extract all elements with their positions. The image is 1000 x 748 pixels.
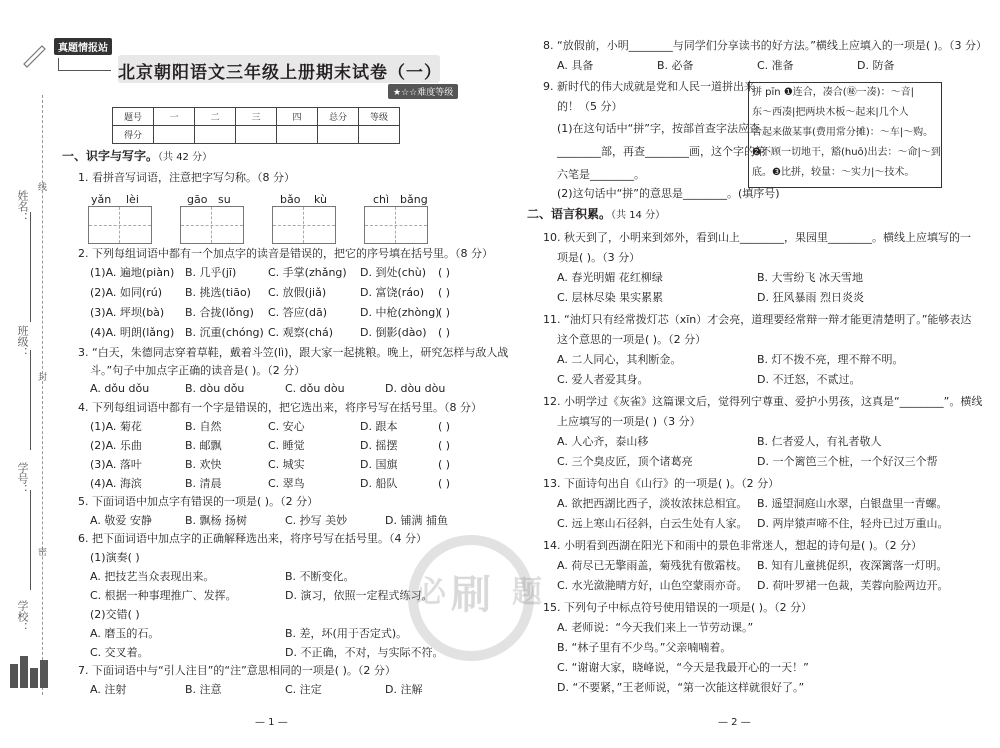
score-header-row <box>113 108 400 126</box>
pinyin: gāo <box>187 193 208 206</box>
q15: 15. 下列句子中标点符号使用错误的一项是( )。（2 分） <box>543 601 813 614</box>
option: C. 观察(chá) <box>268 326 334 339</box>
option: B. “林子里有不少鸟。”父亲喃喃着。 <box>557 641 732 654</box>
score-input-cell[interactable] <box>318 126 359 144</box>
option: B. 仁者爱人，有礼者敬人 <box>757 435 882 448</box>
option: A. 把技艺当众表现出来。 <box>90 570 215 583</box>
pinyin: bǎo <box>280 193 301 206</box>
option: B. 大雪纷飞 冰天雪地 <box>757 271 864 284</box>
option: D. 荷叶罗裙一色裁，芙蓉向脸两边开。 <box>757 579 949 592</box>
score-cell: 四 <box>277 108 318 126</box>
option: C. 翠鸟 <box>268 477 305 490</box>
seal-mark: 封 <box>38 373 48 383</box>
option: (2)A. 如同(rú) <box>90 286 162 299</box>
option: B. 飘杨 扬树 <box>185 514 248 527</box>
option: C. 城实 <box>268 458 305 471</box>
class-line <box>30 350 31 450</box>
badge-bracket <box>58 58 111 71</box>
line-mark: 线 <box>38 183 48 193</box>
option: A. 欲把西湖比西子，淡妆浓抹总相宜。 <box>557 497 748 510</box>
section-1-title: 一、识字与写字。 <box>62 149 159 163</box>
option: A. 二人同心，其利断金。 <box>557 353 682 366</box>
option: C. 手掌(zhǎng) <box>268 266 347 279</box>
difficulty-badge: ★☆☆难度等级 <box>388 84 458 99</box>
option: B. 灯不拨不亮，理不辩不明。 <box>757 353 904 366</box>
option: C. 根据一种事理推广、发挥。 <box>90 589 237 602</box>
q9-line3: (1)在这句话中“拼”字，按部首查字法应查 <box>557 122 760 135</box>
building-decoration-icon <box>8 650 50 690</box>
name-label: 姓名： <box>16 190 29 223</box>
dict-line: 东～西凑|把两块木板～起来|几个人 <box>752 107 909 118</box>
section-1-points: （共 42 分） <box>158 152 213 163</box>
dict-line: 底。❸比拼，较量：～实力|～技术。 <box>752 167 915 178</box>
option: D. 狂风暴雨 烈日炎炎 <box>757 291 864 304</box>
option: C. 三个臭皮匠，顶个诸葛亮 <box>557 455 693 468</box>
page-number-1: — 1 — <box>255 717 288 728</box>
q3-line1: 3. “白天，朱德同志穿着草鞋，戴着斗笠(lì)，跟大家一起挑粮。晚上，研究怎样与敌人战 <box>78 346 509 359</box>
score-input-cell[interactable] <box>359 126 400 144</box>
pen-decoration-icon <box>20 40 48 68</box>
answer-blank[interactable]: ( ) <box>438 266 451 279</box>
q13: 13. 下面诗句出自《山行》的一项是( )。（2 分） <box>543 477 780 490</box>
option: D. 摇摆 <box>360 439 398 452</box>
option: C. 爱人者爱其身。 <box>557 373 649 386</box>
option: C. 交叉着。 <box>90 646 149 659</box>
q9-line2: 的！（5 分） <box>557 100 623 113</box>
score-value-row <box>113 126 400 144</box>
q12-line2: 上应填写的一项是( )（3 分） <box>557 415 701 428</box>
q9-line6[interactable]: (2)这句话中“拼”的意思是________。(填序号) <box>557 187 780 200</box>
dict-line: 合起来做某事(费用常分摊)：～车|～购。 <box>752 127 934 138</box>
option: B. 差，坏(用于否定式)。 <box>285 627 408 640</box>
score-input-cell[interactable] <box>277 126 318 144</box>
score-input-cell[interactable] <box>236 126 277 144</box>
answer-blank[interactable]: ( ) <box>438 458 451 471</box>
option: D. 两岸猿声啼不住，轻舟已过万重山。 <box>757 517 949 530</box>
option: C. 准备 <box>757 59 794 72</box>
option: (4)A. 海滨 <box>90 477 142 490</box>
header-badge: 真题情报站 <box>54 38 112 55</box>
score-cell: 题号 <box>113 108 154 126</box>
option: C. 远上寒山石径斜，白云生处有人家。 <box>557 517 748 530</box>
page-number-2: — 2 — <box>718 717 751 728</box>
option: B. 沉重(chóng) <box>185 326 264 339</box>
pinyin: chì <box>373 193 390 206</box>
score-cell: 一 <box>154 108 195 126</box>
answer-blank[interactable]: ( ) <box>438 420 451 433</box>
option: D. 跟本 <box>360 420 398 433</box>
option: C. dǒu dòu <box>285 382 345 395</box>
option: B. 挑选(tiāo) <box>185 286 251 299</box>
score-cell: 二 <box>195 108 236 126</box>
dict-line: 拼 pīn ❶连合，凑合(㊙一凑)：～音| <box>752 87 914 98</box>
option: B. 邮飘 <box>185 439 222 452</box>
option: (1)A. 遍地(piàn) <box>90 266 175 279</box>
section-2-title: 二、语言积累。 <box>527 207 612 221</box>
writing-box[interactable] <box>272 206 336 244</box>
option: A. 荷尽已无擎雨盖，菊残犹有傲霜枝。 <box>557 559 748 572</box>
pinyin: su <box>218 193 231 206</box>
option: C. 睡觉 <box>268 439 305 452</box>
watermark-char: 题 <box>512 575 542 610</box>
option: D. 注解 <box>385 683 423 696</box>
option: B. 自然 <box>185 420 222 433</box>
score-input-cell[interactable] <box>154 126 195 144</box>
q10-line2: 项是( )。（3 分） <box>557 251 641 264</box>
seal2-mark: 密 <box>38 548 48 558</box>
option: C. 答应(dā) <box>268 306 327 319</box>
option: (2)A. 乐曲 <box>90 439 142 452</box>
q12-line1: 12. 小明学过《灰雀》这篇课文后，觉得列宁尊重、爱护小男孩，这真是“________”。横线 <box>543 395 983 408</box>
option: B. 遥望洞庭山水翠，白银盘里一青螺。 <box>757 497 948 510</box>
option: C. 抄写 美妙 <box>285 514 348 527</box>
option: D. 中枪(zhòng) <box>360 306 440 319</box>
option: B. 合拢(lǒng) <box>185 306 254 319</box>
answer-blank[interactable]: ( ) <box>438 477 451 490</box>
number-label: 学号： <box>16 462 29 495</box>
option: D. 国旗 <box>360 458 398 471</box>
q6-sub2: (2)交错( ) <box>90 608 140 621</box>
option: A. 注射 <box>90 683 127 696</box>
option: D. dòu dòu <box>385 382 446 395</box>
option: C. “谢谢大家，晓峰说，“今天是我最开心的一天！” <box>557 661 809 674</box>
q3-line2: 斗。”句子中加点字正确的读音是( )。（2 分） <box>90 364 306 377</box>
q5: 5. 下面词语中加点字有错误的一项是( )。（2 分） <box>78 495 319 508</box>
option: C. 注定 <box>285 683 322 696</box>
name-line <box>30 212 31 322</box>
score-cell: 总分 <box>318 108 359 126</box>
q10-line1: 10. 秋天到了，小明来到郊外，看到山上________，果园里________。横线上应填写的一 <box>543 231 971 244</box>
writing-box[interactable] <box>180 206 244 244</box>
option: B. 清晨 <box>185 477 222 490</box>
option: D. 倒影(dào) <box>360 326 427 339</box>
watermark-char: 刷 <box>451 572 491 618</box>
option: B. 必备 <box>657 59 694 72</box>
option: A. 具备 <box>557 59 594 72</box>
option: D. 铺满 捕鱼 <box>385 514 448 527</box>
option: (4)A. 明朗(lǎng) <box>90 326 175 339</box>
option: B. 几乎(jī) <box>185 266 237 279</box>
school-label: 学校： <box>16 600 29 633</box>
option: D. 防备 <box>857 59 895 72</box>
option: A. 春光明媚 花红柳绿 <box>557 271 663 284</box>
option: D. 船队 <box>360 477 398 490</box>
option: D. 不正确，不对，与实际不符。 <box>285 646 444 659</box>
section-2-heading <box>527 206 665 223</box>
option: A. 老师说：“今天我们来上一节劳动课。” <box>557 621 754 634</box>
score-cell: 得分 <box>113 126 154 144</box>
option: C. 放假(jiǎ) <box>268 286 327 299</box>
q11-line2: 这个意思的一项是( )。（2 分） <box>557 333 707 346</box>
pinyin: bǎng <box>400 193 428 206</box>
option: C. 层林尽染 果实累累 <box>557 291 664 304</box>
q9-line1: 9. 新时代的伟大成就是党和人民一道拼出来 <box>543 80 755 93</box>
section-1-heading <box>62 148 212 165</box>
q6-sub1: (1)演奏( ) <box>90 551 140 564</box>
class-label: 班级： <box>16 325 29 358</box>
q2: 2. 下列每组词语中都有一个加点字的读音是错误的，把它的序号填在括号里。（8 分） <box>78 247 493 260</box>
q11-line1: 11. “油灯只有经常拨灯芯（xīn）才会亮，道理要经常辩一辩才能更清楚明了。”能够表达 <box>543 313 972 326</box>
option: B. 知有儿童挑促织，夜深篱落一灯明。 <box>757 559 948 572</box>
q4: 4. 下列每组词语中都有一个字是错误的，把它选出来，将序号写在括号里。（8 分） <box>78 401 482 414</box>
score-input-cell[interactable] <box>195 126 236 144</box>
answer-blank[interactable]: ( ) <box>438 439 451 452</box>
score-table <box>112 107 400 144</box>
q6: 6. 把下面词语中加点字的正确解释选出来，将序号写在括号里。（4 分） <box>78 532 427 545</box>
option: D. 不迁怒，不贰过。 <box>757 373 861 386</box>
pinyin: yǎn <box>91 193 112 206</box>
option: B. dòu dǒu <box>185 382 245 395</box>
option: B. 注意 <box>185 683 222 696</box>
option: A. 敬爱 安静 <box>90 514 152 527</box>
q7: 7. 下面词语中与“引人注目”的“注”意思相同的一项是( )。（2 分） <box>78 664 396 677</box>
dict-line: ❷不顾一切地干，豁(huō)出去：～命|～到 <box>752 147 941 158</box>
writing-box[interactable] <box>88 206 152 244</box>
option: D. 富饶(ráo) <box>360 286 425 299</box>
watermark-char: 必 <box>416 575 446 610</box>
option: D. 演习，依照一定程式练习。 <box>285 589 433 602</box>
option: (1)A. 菊花 <box>90 420 142 433</box>
answer-blank[interactable]: ( ) <box>438 286 451 299</box>
score-cell: 等级 <box>359 108 400 126</box>
option: C. 安心 <box>268 420 305 433</box>
number-line <box>30 490 31 590</box>
option: A. 人心齐，泰山移 <box>557 435 649 448</box>
option: A. dǒu dǒu <box>90 382 150 395</box>
score-cell: 三 <box>236 108 277 126</box>
q8: 8. “放假前，小明________与同学们分享读书的好方法。”横线上应填入的一项是( )。（3 分） <box>543 39 987 52</box>
binding-margin <box>0 0 52 748</box>
q9-line4[interactable]: ________部，再查________画，这个字的第 <box>557 145 766 158</box>
answer-blank[interactable]: ( ) <box>438 326 451 339</box>
writing-box[interactable] <box>364 206 428 244</box>
option: (3)A. 落叶 <box>90 458 142 471</box>
section-2-points: （共 14 分） <box>611 210 666 221</box>
q9-line5[interactable]: 六笔是________。 <box>557 168 645 181</box>
option: (3)A. 坪坝(bà) <box>90 306 165 319</box>
option: B. 欢快 <box>185 458 222 471</box>
option: C. 水光潋滟晴方好，山色空蒙雨亦奇。 <box>557 579 748 592</box>
option: D. 一个篱笆三个桩，一个好汉三个帮 <box>757 455 938 468</box>
answer-blank[interactable]: ( ) <box>438 306 451 319</box>
option: D. “不要紧，”王老师说，“第一次能这样就很好了。” <box>557 681 805 694</box>
pinyin: kù <box>314 193 328 206</box>
option: B. 不断变化。 <box>285 570 355 583</box>
q1: 1. 看拼音写词语，注意把字写匀称。（8 分） <box>78 171 295 184</box>
pinyin: lèi <box>126 193 139 206</box>
q14: 14. 小明看到西湖在阳光下和雨中的景色非常迷人，想起的诗句是( )。（2 分） <box>543 539 923 552</box>
option: D. 到处(chù) <box>360 266 427 279</box>
page-title: 北京朝阳语文三年级上册期末试卷（一） <box>118 63 442 83</box>
option: A. 磨玉的石。 <box>90 627 160 640</box>
